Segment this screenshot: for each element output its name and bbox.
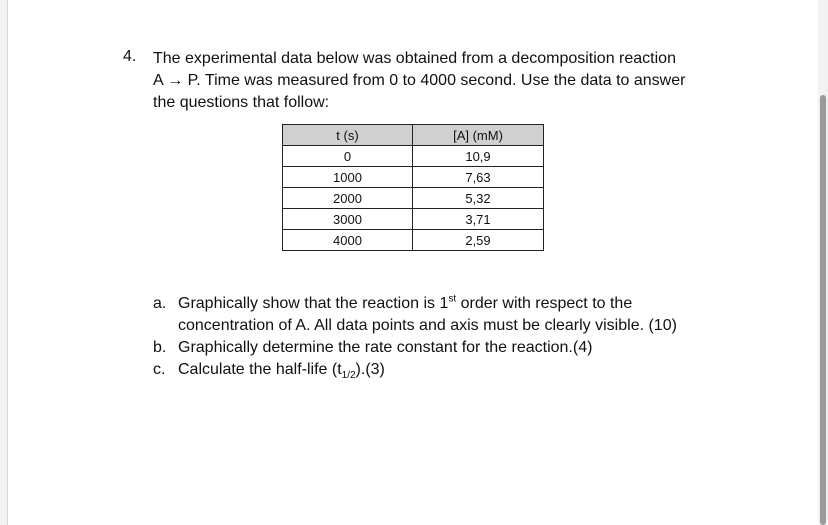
subquestion-text: Graphically show that the reaction is 1 — [178, 295, 449, 312]
subquestion-text: concentration of A. All data points and axis must be clearly visible. (10) — [178, 317, 677, 334]
scrollbar-thumb[interactable] — [820, 95, 826, 525]
header-time: t (s) — [283, 125, 413, 146]
table-row — [283, 167, 544, 188]
subquestion-label: a. — [153, 295, 167, 312]
table-row — [283, 230, 544, 251]
subquestion-text: Graphically determine the rate constant for the reaction.(4) — [178, 339, 593, 356]
cell-concentration: 5,32 — [413, 188, 544, 209]
cell-time: 4000 — [283, 230, 413, 251]
cell-concentration: 10,9 — [413, 146, 544, 167]
subscript: 1/2 — [341, 370, 356, 382]
cell-time: 2000 — [283, 188, 413, 209]
subquestion-a-continuation — [153, 315, 723, 337]
question-text-line: The experimental data below was obtained from a decomposition reaction — [153, 50, 676, 67]
question-number: 4. — [123, 48, 137, 65]
header-concentration: [A] (mM) — [413, 125, 544, 146]
cell-concentration: 2,59 — [413, 230, 544, 251]
cell-concentration: 7,63 — [413, 167, 544, 188]
subquestion-c — [153, 359, 723, 381]
cell-concentration: 3,71 — [413, 209, 544, 230]
cell-time: 3000 — [283, 209, 413, 230]
subquestion-text: order with respect to the — [456, 295, 633, 312]
cell-time: 0 — [283, 146, 413, 167]
subquestion-a — [153, 293, 723, 315]
cell-time: 1000 — [283, 167, 413, 188]
question-text-line: the questions that follow: — [153, 94, 330, 111]
window-left-edge — [0, 0, 8, 525]
subquestion-label: c. — [153, 361, 166, 378]
superscript: st — [448, 293, 457, 305]
table-header-row — [283, 125, 544, 146]
table-row — [283, 209, 544, 230]
scrollbar[interactable] — [818, 0, 828, 525]
subquestion-text: Calculate the half-life (t — [178, 361, 342, 378]
data-table — [282, 124, 544, 251]
subquestion-label: b. — [153, 339, 167, 356]
table-row — [283, 188, 544, 209]
question-text — [153, 48, 723, 114]
table-row — [283, 146, 544, 167]
subquestion-text: ).(3) — [355, 361, 385, 378]
subquestion-b — [153, 337, 723, 359]
question-text-line: A → P. Time was measured from 0 to 4000 second. Use the data to answer — [153, 72, 686, 89]
subquestion-list — [153, 293, 723, 381]
